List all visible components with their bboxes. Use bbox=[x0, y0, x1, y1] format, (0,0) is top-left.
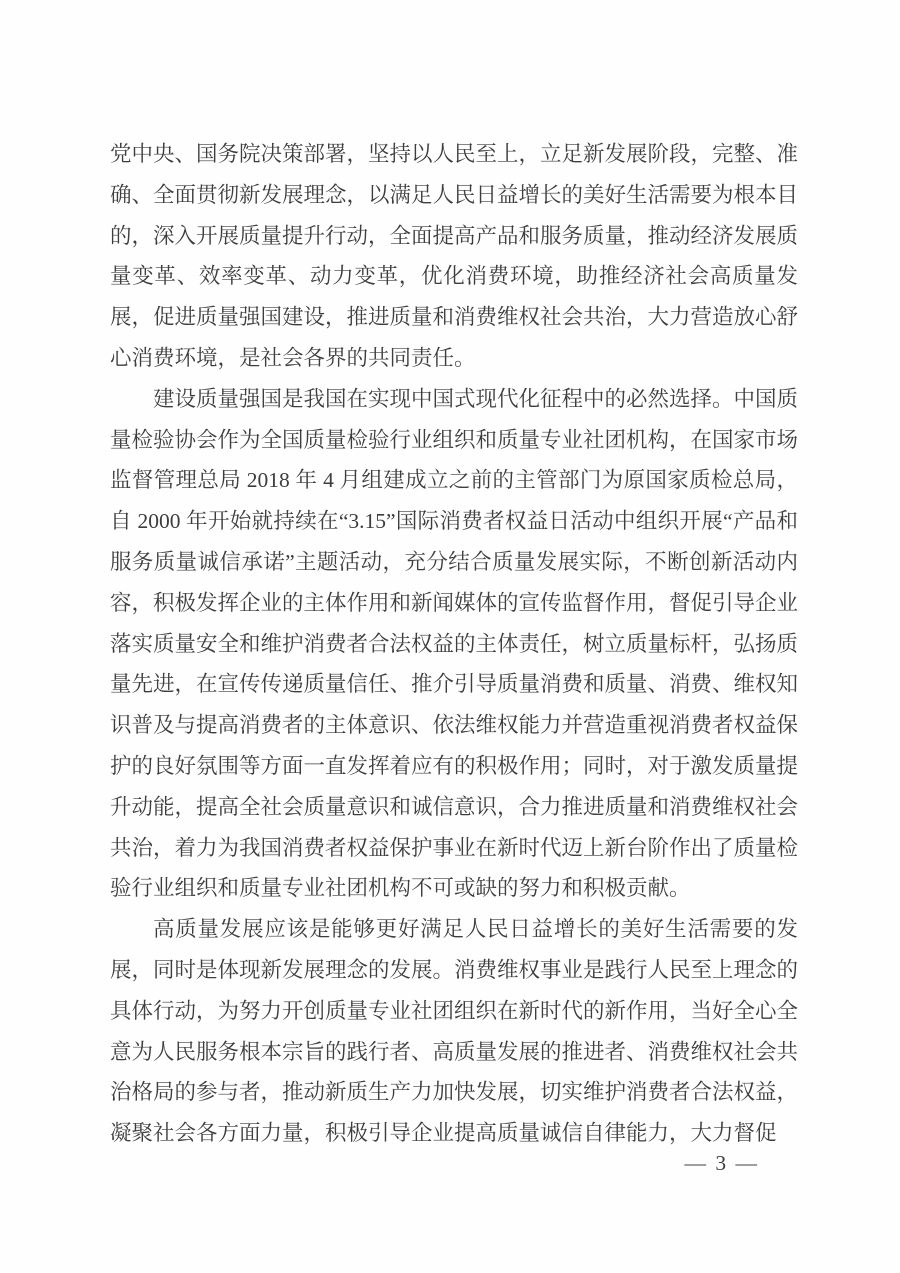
document-body bbox=[110, 134, 798, 1154]
paragraph-high-quality-development: 高质量发展应该是能够更好满足人民日益增长的美好生活需要的发展，同时是体现新发展理念的发展。消费维权事业是践行人民至上理念的具体行动，为努力开创质量专业社团组织在新时代的新作用，当好全心全意为人民服务根本宗旨的践行者、高质量发展的推进者、消费维权社会共治格局的参与者，推动新质生产力加快发展，切实维护消费者合法权益，凝聚社会各方面力量，积极引导企业提高质量诚信自律能力，大力督促 bbox=[110, 917, 799, 1146]
paragraph-quality-nation: 建设质量强国是我国在实现中国式现代化征程中的必然选择。中国质量检验协会作为全国质量检验行业组织和质量专业社团机构，在国家市场监督管理总局 2018 年 4 月组建成立之前的主管部门为原国家质检总局，自 2000 年开始就持续在“3.15”国际消费者权益日活动中组织开展“产品和服务质量诚信承诺”主题活动，充分结合质量发展实际，不断创新活动内容，积极发挥企业的主体作用和新闻媒体的宣传监督作用，督促引导企业落实质量安全和维护消费者合法权益的主体责任，树立质量标杆，弘扬质量先进，在宣传传递质量信任、推介引导质量消费和质量、消费、维权知识普及与提高消费者的主体意识、依法维权能力并营造重视消费者权益保护的良好氛围等方面一直发挥着应有的积极作用；同时，对于激发质量提升动能，提高全社会质量意识和诚信意识，合力推进质量和消费维权社会共治，着力为我国消费者权益保护事业在新时代迈上新台阶作出了质量检验行业组织和质量专业社团机构不可或缺的努力和积极贡献。 bbox=[110, 386, 799, 901]
paragraph-continuation: 党中央、国务院决策部署，坚持以人民至上，立足新发展阶段，完整、准确、全面贯彻新发展理念，以满足人民日益增长的美好生活需要为根本目的，深入开展质量提升行动，全面提高产品和服务质量，推动经济发展质量变革、效率变革、动力变革，优化消费环境，助推经济社会高质量发展，促进质量强国建设，推进质量和消费维权社会共治，大力营造放心舒心消费环境，是社会各界的共同责任。 bbox=[110, 142, 799, 370]
page-number: — 3 — bbox=[684, 1151, 759, 1175]
